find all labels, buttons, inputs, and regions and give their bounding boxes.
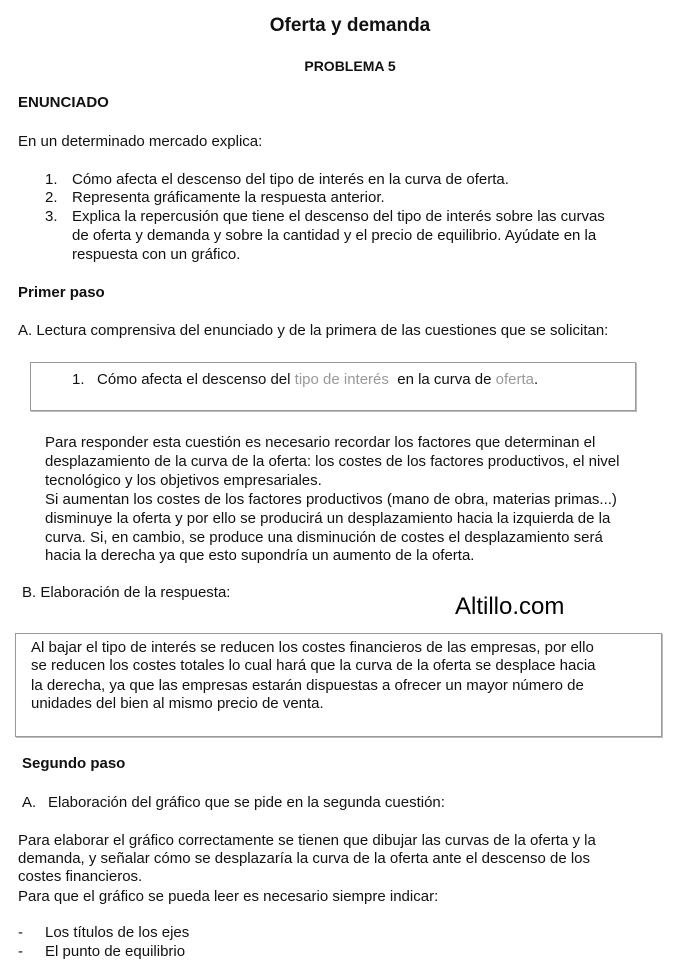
step-a-label: Elaboración del gráfico que se pide en la segunda cuestión: [48,794,445,811]
step-b-label: B. Elaboración de la respuesta: [22,584,231,601]
section-heading-primer-paso: Primer paso [18,284,105,301]
answer-line: la derecha, ya que las empresas estarán dispuestas a ofrecer un mayor número de [31,677,584,694]
step-a-label: A. Lectura comprensiva del enunciado y de la primera de las cuestiones que se solicitan: [18,322,609,339]
list-item: Cómo afecta el descenso del tipo de interés en la curva de oferta. [72,171,509,188]
question-number: 1. [72,371,85,388]
paragraph-line: Si aumentan los costes de los factores productivos (mano de obra, materias primas...) [45,491,617,508]
section-heading-enunciado: ENUNCIADO [18,94,109,111]
list-number: 1. [45,171,58,188]
question-part: Cómo afecta el descenso del [97,371,291,388]
paragraph-line: Para que el gráfico se pueda leer es necesario siempre indicar: [18,888,439,905]
highlight-term: tipo de interés [294,371,389,388]
paragraph-line: Para elaborar el gráfico correctamente se tienen que dibujar las curvas de la oferta y la [18,832,596,849]
watermark: Altillo.com [455,593,565,620]
list-item-cont: respuesta con un gráfico. [72,246,241,263]
question-part: . [534,371,539,388]
bullet-dash: - [18,943,23,960]
question-text [72,371,538,389]
question-box [30,362,636,411]
document-title: Oferta y demanda [269,15,431,36]
answer-line: se reducen los costes totales lo cual hará que la curva de la oferta se desplace hacia [31,657,596,674]
list-number: 2. [45,189,58,206]
question-part: en la curva de [397,371,492,388]
list-item-cont: de oferta y demanda y sobre la cantidad y el precio de equilibrio. Ayúdate en la [72,227,597,244]
list-item: Representa gráficamente la respuesta anterior. [72,189,385,206]
step-a-number: A. [22,794,37,811]
enunciado-intro: En un determinado mercado explica: [18,133,263,150]
problem-number: PROBLEMA 5 [304,58,396,74]
bullet-item: Los títulos de los ejes [45,924,190,941]
list-item: Explica la repercusión que tiene el descenso del tipo de interés sobre las curvas [72,208,605,225]
answer-line: unidades del bien al mismo precio de venta. [31,695,324,712]
paragraph-line: costes financieros. [18,868,143,885]
answer-line: Al bajar el tipo de interés se reducen los costes financieros de las empresas, por ello [31,639,594,656]
list-number: 3. [45,208,58,225]
answer-box [15,633,662,737]
paragraph-line: hacia la derecha ya que esto supondría un aumento de la oferta. [45,547,475,564]
section-heading-segundo-paso: Segundo paso [22,755,126,772]
bullet-dash: - [18,924,23,941]
paragraph-line: tecnológico y los objetivos empresariales. [45,472,322,489]
paragraph-line: disminuye la oferta y por ello se producirá un desplazamiento hacia la izquierda de la [45,510,611,527]
paragraph-line: demanda, y señalar cómo se desplazaría la curva de la oferta ante el descenso de los [18,850,591,867]
paragraph-line: desplazamiento de la curva de la oferta: los costes de los factores productivos, el nivel [45,453,620,470]
highlight-term: oferta [495,371,534,388]
paragraph-line: Para responder esta cuestión es necesario recordar los factores que determinan el [45,434,596,451]
bullet-item: El punto de equilibrio [45,943,186,960]
paragraph-line: curva. Si, en cambio, se produce una disminución de costes el desplazamiento será [45,529,603,546]
